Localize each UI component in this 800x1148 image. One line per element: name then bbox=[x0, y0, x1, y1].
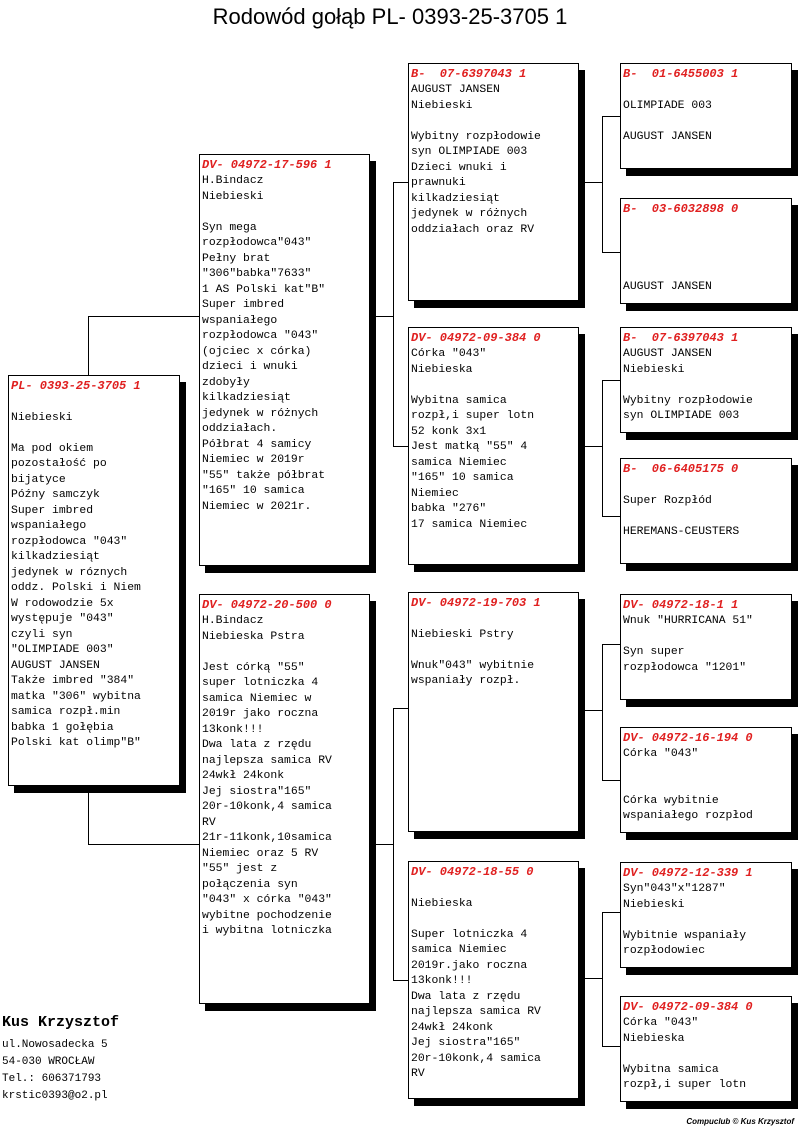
connector-line bbox=[602, 516, 620, 517]
pigeon-card-fff bbox=[620, 63, 792, 169]
pigeon-description: Córka "043" Niebieska Wybitna samica rozpł,i super lotn 52 konk 3x1 Jest matką "55" 4 samica Niemiec "165" 10 samica Niemiec babka "276" 17 samica Niemiec bbox=[411, 348, 535, 531]
owner-info bbox=[2, 1014, 119, 1105]
pigeon-description: H.Bindacz Niebieska Pstra Jest córką "55" super lotniczka 4 samica Niemiec w 2019r jako roczna 13konk!!! Dwa lata z rzędu najlepsza samica RV 24wkł 24konk Jej siostra"165" 20r-10konk,4 samica RV 21r-11konk,10samica Niemiec oraz 5 RV "55" jest z połączenia syn "043" x córka "043" wybitne pochodzenie i wybitna lotniczka bbox=[202, 615, 332, 937]
pigeon-description: AUGUST JANSEN bbox=[623, 281, 712, 293]
connector-line bbox=[602, 252, 620, 253]
ring-number: DV- 04972-09-384 0 bbox=[411, 331, 541, 345]
pigeon-description: Córka "043" Córka wybitnie wspaniałego rozpłod bbox=[623, 748, 753, 822]
pigeon-description: AUGUST JANSEN Niebieski Wybitny rozpłodowie syn OLIMPIADE 003 bbox=[623, 348, 753, 422]
pigeon-description: H.Bindacz Niebieski Syn mega rozpłodowca"043" Pełny brat "306"babka"7633" 1 AS Polski kat"B" Super imbred wspaniałego rozpłodowca "043" (ojciec x córka) dzieci i wnuki zdobyły kilkadziesiąt jedynek w różnych oddziałach. Półbrat 4 samicy Niemiec w 2019r "55" także półbrat "165" 10 samica Niemiec w 2021r. bbox=[202, 175, 326, 513]
connector-line bbox=[602, 380, 620, 381]
owner-name: Kus Krzysztof bbox=[2, 1014, 120, 1031]
pigeon-card-mm bbox=[408, 861, 579, 1099]
ring-number: DV- 04972-17-596 1 bbox=[202, 158, 332, 172]
connector-line bbox=[393, 708, 408, 709]
ring-number: DV- 04972-19-703 1 bbox=[411, 596, 541, 610]
connector-line bbox=[602, 380, 603, 516]
connector-line bbox=[602, 116, 603, 252]
connector-line bbox=[393, 446, 408, 447]
connector-line bbox=[602, 912, 603, 1046]
ring-number: B- 03-6032898 0 bbox=[623, 202, 739, 216]
connector-line bbox=[602, 644, 603, 780]
connector-line bbox=[393, 182, 408, 183]
ring-number: B- 01-6455003 1 bbox=[623, 67, 739, 81]
owner-email: krstic0393@o2.pl bbox=[2, 1090, 108, 1102]
connector-line bbox=[602, 912, 620, 913]
pigeon-card-ff bbox=[408, 63, 579, 301]
owner-phone: Tel.: 606371793 bbox=[2, 1073, 102, 1085]
pigeon-card-father bbox=[199, 154, 370, 566]
connector-line bbox=[369, 316, 393, 317]
pigeon-card-mother bbox=[199, 594, 370, 1004]
ring-number: DV- 04972-12-339 1 bbox=[623, 866, 753, 880]
pigeon-card-mff bbox=[620, 594, 792, 700]
ring-number: DV- 04972-16-194 0 bbox=[623, 731, 753, 745]
pigeon-description: Niebieska Super lotniczka 4 samica Niemiec 2019r.jako roczna 13konk!!! Dwa lata z rzędu najlepsza samica RV 24wkł 24konk Jej siostra"165" 20r-10konk,4 samica RV bbox=[411, 897, 541, 1080]
pigeon-card-fmm bbox=[620, 458, 792, 564]
connector-line bbox=[578, 710, 602, 711]
pedigree-title: Rodowód gołąb PL- 0393-25-3705 1 bbox=[212, 4, 568, 29]
connector-line bbox=[578, 446, 602, 447]
pigeon-description: AUGUST JANSEN Niebieski Wybitny rozpłodowie syn OLIMPIADE 003 Dzieci wnuki i prawnuki kilkadziesiąt jedynek w różnych oddziałach oraz RV bbox=[411, 84, 541, 236]
connector-line bbox=[578, 182, 602, 183]
connector-line bbox=[88, 844, 199, 845]
pigeon-card-mmm bbox=[620, 996, 792, 1102]
connector-line bbox=[369, 844, 393, 845]
connector-line bbox=[393, 182, 394, 446]
connector-line bbox=[393, 708, 394, 980]
pigeon-description: OLIMPIADE 003 AUGUST JANSEN bbox=[623, 99, 712, 143]
pigeon-card-mf bbox=[408, 592, 579, 832]
ring-number: B- 07-6397043 1 bbox=[411, 67, 527, 81]
owner-street: ul.Nowosadecka 5 bbox=[2, 1039, 108, 1051]
ring-number: B- 06-6405175 0 bbox=[623, 462, 739, 476]
pigeon-card-mfm bbox=[620, 727, 792, 833]
owner-city: 54-030 WROCŁAW bbox=[2, 1056, 95, 1068]
ring-number: DV- 04972-20-500 0 bbox=[202, 598, 332, 612]
pigeon-description: Super Rozpłód HEREMANS-CEUSTERS bbox=[623, 494, 740, 538]
pigeon-card-fm bbox=[408, 327, 579, 565]
ring-number: DV- 04972-09-384 0 bbox=[623, 1000, 753, 1014]
connector-line bbox=[578, 978, 602, 979]
pigeon-card-subject bbox=[8, 375, 180, 786]
footer-credit: Compuclub © Kus Krzysztof bbox=[686, 1117, 794, 1126]
pigeon-description: Córka "043" Niebieska Wybitna samica rozpł,i super lotn bbox=[623, 1017, 747, 1091]
pigeon-description: Niebieski Pstry Wnuk"043" wybitnie wspaniały rozpł. bbox=[411, 628, 535, 687]
ring-number: DV- 04972-18-1 1 bbox=[623, 598, 739, 612]
ring-number: PL- 0393-25-3705 1 bbox=[11, 379, 141, 393]
connector-line bbox=[602, 644, 620, 645]
connector-line bbox=[88, 316, 199, 317]
connector-line bbox=[393, 980, 408, 981]
ring-number: B- 07-6397043 1 bbox=[623, 331, 739, 345]
connector-line bbox=[602, 780, 620, 781]
pigeon-description: Niebieski Ma pod okiem pozostałość po bijatyce Późny samczyk Super imbred wspaniałego rozpłodowca "043" kilkadziesiąt jedynek w róznych oddz. Polski i Niem W rodowodzie 5x występuje "043" czyli syn "OLIMPIADE 003" AUGUST JANSEN Także imbred "384" matka "306" wybitna samica rozpł.min babka 1 gołębia Polski kat olimp"B" bbox=[11, 411, 141, 749]
pigeon-card-ffm bbox=[620, 198, 792, 304]
ring-number: DV- 04972-18-55 0 bbox=[411, 865, 534, 879]
pigeon-description: Syn"043"x"1287" Niebieski Wybitnie wspaniały rozpłodowiec bbox=[623, 883, 747, 957]
connector-line bbox=[602, 116, 620, 117]
pigeon-card-mmf bbox=[620, 862, 792, 968]
connector-line bbox=[602, 1046, 620, 1047]
pigeon-description: Wnuk "HURRICANA 51" Syn super rozpłodowca "1201" bbox=[623, 615, 753, 674]
pigeon-card-fmf bbox=[620, 327, 792, 433]
